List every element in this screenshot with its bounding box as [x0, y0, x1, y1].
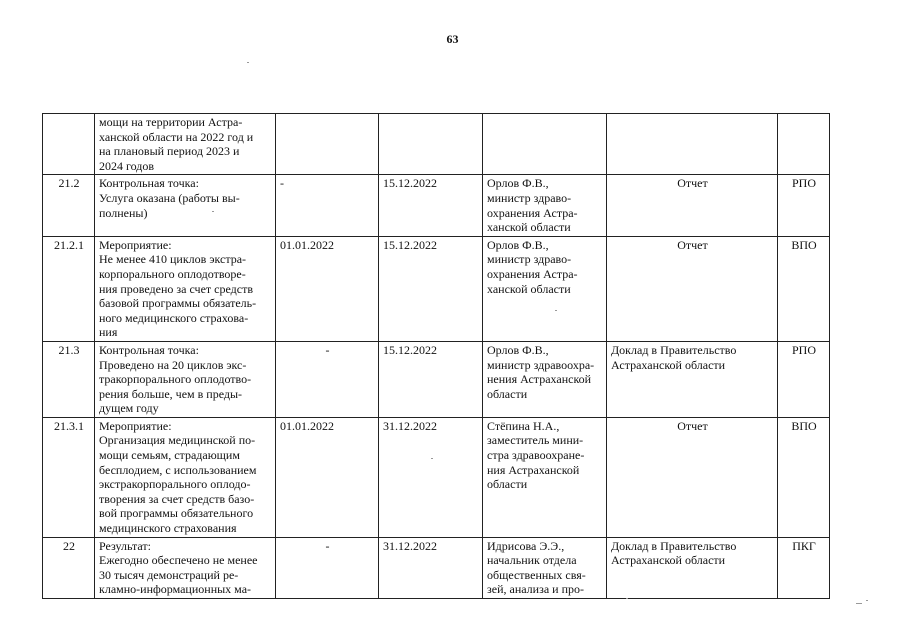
row-number-cell	[43, 341, 95, 417]
row-number-cell	[43, 417, 95, 537]
row-responsible-cell	[483, 537, 607, 598]
row-level-cell	[778, 236, 830, 341]
name-line: Мероприятие:	[99, 418, 172, 433]
row-level-cell	[778, 537, 830, 598]
responsible-line: министр здраво-	[487, 252, 572, 267]
scan-speck	[212, 211, 214, 212]
row-start-cell	[276, 175, 379, 236]
name-line: базовой программы обязатель-	[99, 296, 257, 311]
row-responsible-cell	[483, 175, 607, 236]
responsible-line: ханской области	[487, 281, 571, 296]
row-name-cell	[95, 417, 276, 537]
name-line: Ежегодно обеспечено не менее	[99, 553, 258, 568]
document-line: Астраханской области	[611, 357, 726, 372]
row-name-cell	[95, 537, 276, 598]
control-level: РПО	[791, 176, 816, 191]
row-number-cell	[43, 537, 95, 598]
control-level: ПКГ	[792, 538, 816, 553]
table-row	[43, 341, 830, 417]
row-number-cell	[43, 175, 95, 236]
row-end-cell	[379, 341, 483, 417]
name-line: вой программы обязательного	[99, 506, 254, 521]
name-line: бесплодием, с использованием	[99, 462, 257, 477]
row-end-cell	[379, 537, 483, 598]
name-line: Контрольная точка:	[99, 342, 199, 357]
control-level: РПО	[791, 342, 816, 357]
name-line: экстракорпорального оплодо-	[99, 477, 251, 492]
name-line: творения за счет средств базо-	[99, 491, 255, 506]
name-line: ния проведено за счет средств	[99, 281, 253, 296]
name-line: Результат:	[99, 538, 151, 553]
name-line: Не менее 410 циклов экстра-	[99, 252, 247, 267]
end-date: 31.12.2022	[383, 538, 437, 553]
row-number: 21.3.1	[54, 418, 84, 433]
row-number: 21.2	[58, 176, 80, 191]
row-number: 21.3	[58, 342, 80, 357]
name-line: кламно-информационных ма-	[99, 582, 252, 597]
name-line: медицинского страхования	[99, 521, 237, 536]
row-end-cell	[379, 175, 483, 236]
responsible-line: нения Астраханской	[487, 372, 592, 387]
document-line: Отчет	[677, 176, 708, 191]
responsible-line: Стёпина Н.А.,	[487, 418, 560, 433]
row-number: 21.2.1	[54, 237, 84, 252]
name-line: Мероприятие:	[99, 237, 172, 252]
responsible-line: Идрисова Э.Э.,	[487, 538, 565, 553]
row-end-cell	[379, 236, 483, 341]
row-start-cell	[276, 236, 379, 341]
row-end-cell	[379, 417, 483, 537]
row-level-cell	[778, 417, 830, 537]
row-level-cell	[778, 175, 830, 236]
name-line: 2024 годов	[99, 158, 155, 173]
table-row	[43, 175, 830, 236]
name-line: мощи на территории Астра-	[99, 115, 243, 129]
responsible-line: области	[487, 386, 528, 401]
start-date: -	[325, 342, 330, 357]
scan-speck	[626, 598, 628, 599]
row-number-cell	[43, 114, 95, 175]
name-line: на плановый период 2023 и	[99, 144, 240, 159]
row-start-cell	[276, 417, 379, 537]
responsible-line: охранения Астра-	[487, 205, 578, 220]
row-start-cell	[276, 537, 379, 598]
name-line: тракорпорального оплодотво-	[99, 372, 252, 387]
row-start-cell	[276, 341, 379, 417]
name-line: Услуга оказана (работы вы-	[99, 190, 240, 205]
plan-table	[42, 113, 830, 599]
name-line: мощи семьям, страдающим	[99, 448, 240, 463]
responsible-line: Орлов Ф.В.,	[487, 342, 549, 357]
row-document-cell	[607, 537, 778, 598]
row-document-cell	[607, 341, 778, 417]
row-level-cell	[778, 114, 830, 175]
row-responsible-cell	[483, 341, 607, 417]
name-line: ного медицинского страхова-	[99, 310, 249, 325]
document-line: Отчет	[677, 418, 708, 433]
row-end-cell	[379, 114, 483, 175]
table-row	[43, 537, 830, 598]
responsible-line: ния Астраханской	[487, 462, 580, 477]
row-number: 22	[63, 538, 75, 553]
responsible-line: Орлов Ф.В.,	[487, 237, 549, 252]
responsible-line: зей, анализа и про-	[487, 582, 584, 597]
row-responsible-cell	[483, 236, 607, 341]
name-line: корпорального оплодотворе-	[99, 266, 246, 281]
row-responsible-cell	[483, 114, 607, 175]
row-document-cell	[607, 175, 778, 236]
row-name-cell	[95, 341, 276, 417]
control-level: ВПО	[791, 237, 817, 252]
responsible-line: заместитель мини-	[487, 433, 584, 448]
responsible-line: начальник отдела	[487, 553, 577, 568]
responsible-line: ханской области	[487, 220, 571, 235]
name-line: ханской области на 2022 год и	[99, 129, 254, 144]
start-date: -	[325, 538, 330, 553]
start-date: -	[280, 176, 284, 191]
name-line: Контрольная точка:	[99, 176, 199, 191]
document-line: Астраханской области	[611, 553, 726, 568]
row-name-cell	[95, 175, 276, 236]
row-name-cell	[95, 114, 276, 175]
responsible-line: области	[487, 477, 528, 492]
responsible-line: стра здравоохране-	[487, 448, 585, 463]
page-number: 63	[446, 32, 459, 46]
scan-speck	[431, 458, 433, 459]
table-row	[43, 417, 830, 537]
scan-speck	[247, 62, 249, 63]
end-date: 31.12.2022	[383, 418, 437, 433]
end-date: 15.12.2022	[383, 176, 437, 191]
document-line: Отчет	[677, 237, 708, 252]
row-number-cell	[43, 236, 95, 341]
scan-speck	[555, 310, 557, 311]
document-line: Доклад в Правительство	[611, 538, 737, 553]
control-level: ВПО	[791, 418, 817, 433]
end-date: 15.12.2022	[383, 237, 437, 252]
scan-speck	[856, 603, 862, 604]
start-date: 01.01.2022	[280, 237, 334, 252]
responsible-line: охранения Астра-	[487, 266, 578, 281]
row-responsible-cell	[483, 417, 607, 537]
responsible-line: Орлов Ф.В.,	[487, 176, 549, 191]
row-start-cell	[276, 114, 379, 175]
row-document-cell	[607, 114, 778, 175]
name-line: ния	[99, 325, 118, 340]
responsible-line: общественных свя-	[487, 567, 586, 582]
row-level-cell	[778, 341, 830, 417]
name-line: рения больше, чем в преды-	[99, 386, 243, 401]
table-row	[43, 236, 830, 341]
plan-table-body	[43, 114, 830, 599]
name-line: Проведено на 20 циклов экс-	[99, 357, 247, 372]
responsible-line: министр здравоохра-	[487, 357, 595, 372]
name-line: 30 тысяч демонстраций ре-	[99, 567, 239, 582]
end-date: 15.12.2022	[383, 342, 437, 357]
start-date: 01.01.2022	[280, 418, 334, 433]
responsible-line: министр здраво-	[487, 190, 572, 205]
row-document-cell	[607, 236, 778, 341]
name-line: полнены)	[99, 205, 148, 220]
row-document-cell	[607, 417, 778, 537]
document-line: Доклад в Правительство	[611, 342, 737, 357]
name-line: Организация медицинской по-	[99, 433, 256, 448]
table-row	[43, 114, 830, 175]
scan-speck	[866, 600, 868, 601]
row-name-cell	[95, 236, 276, 341]
name-line: дущем году	[99, 401, 159, 416]
